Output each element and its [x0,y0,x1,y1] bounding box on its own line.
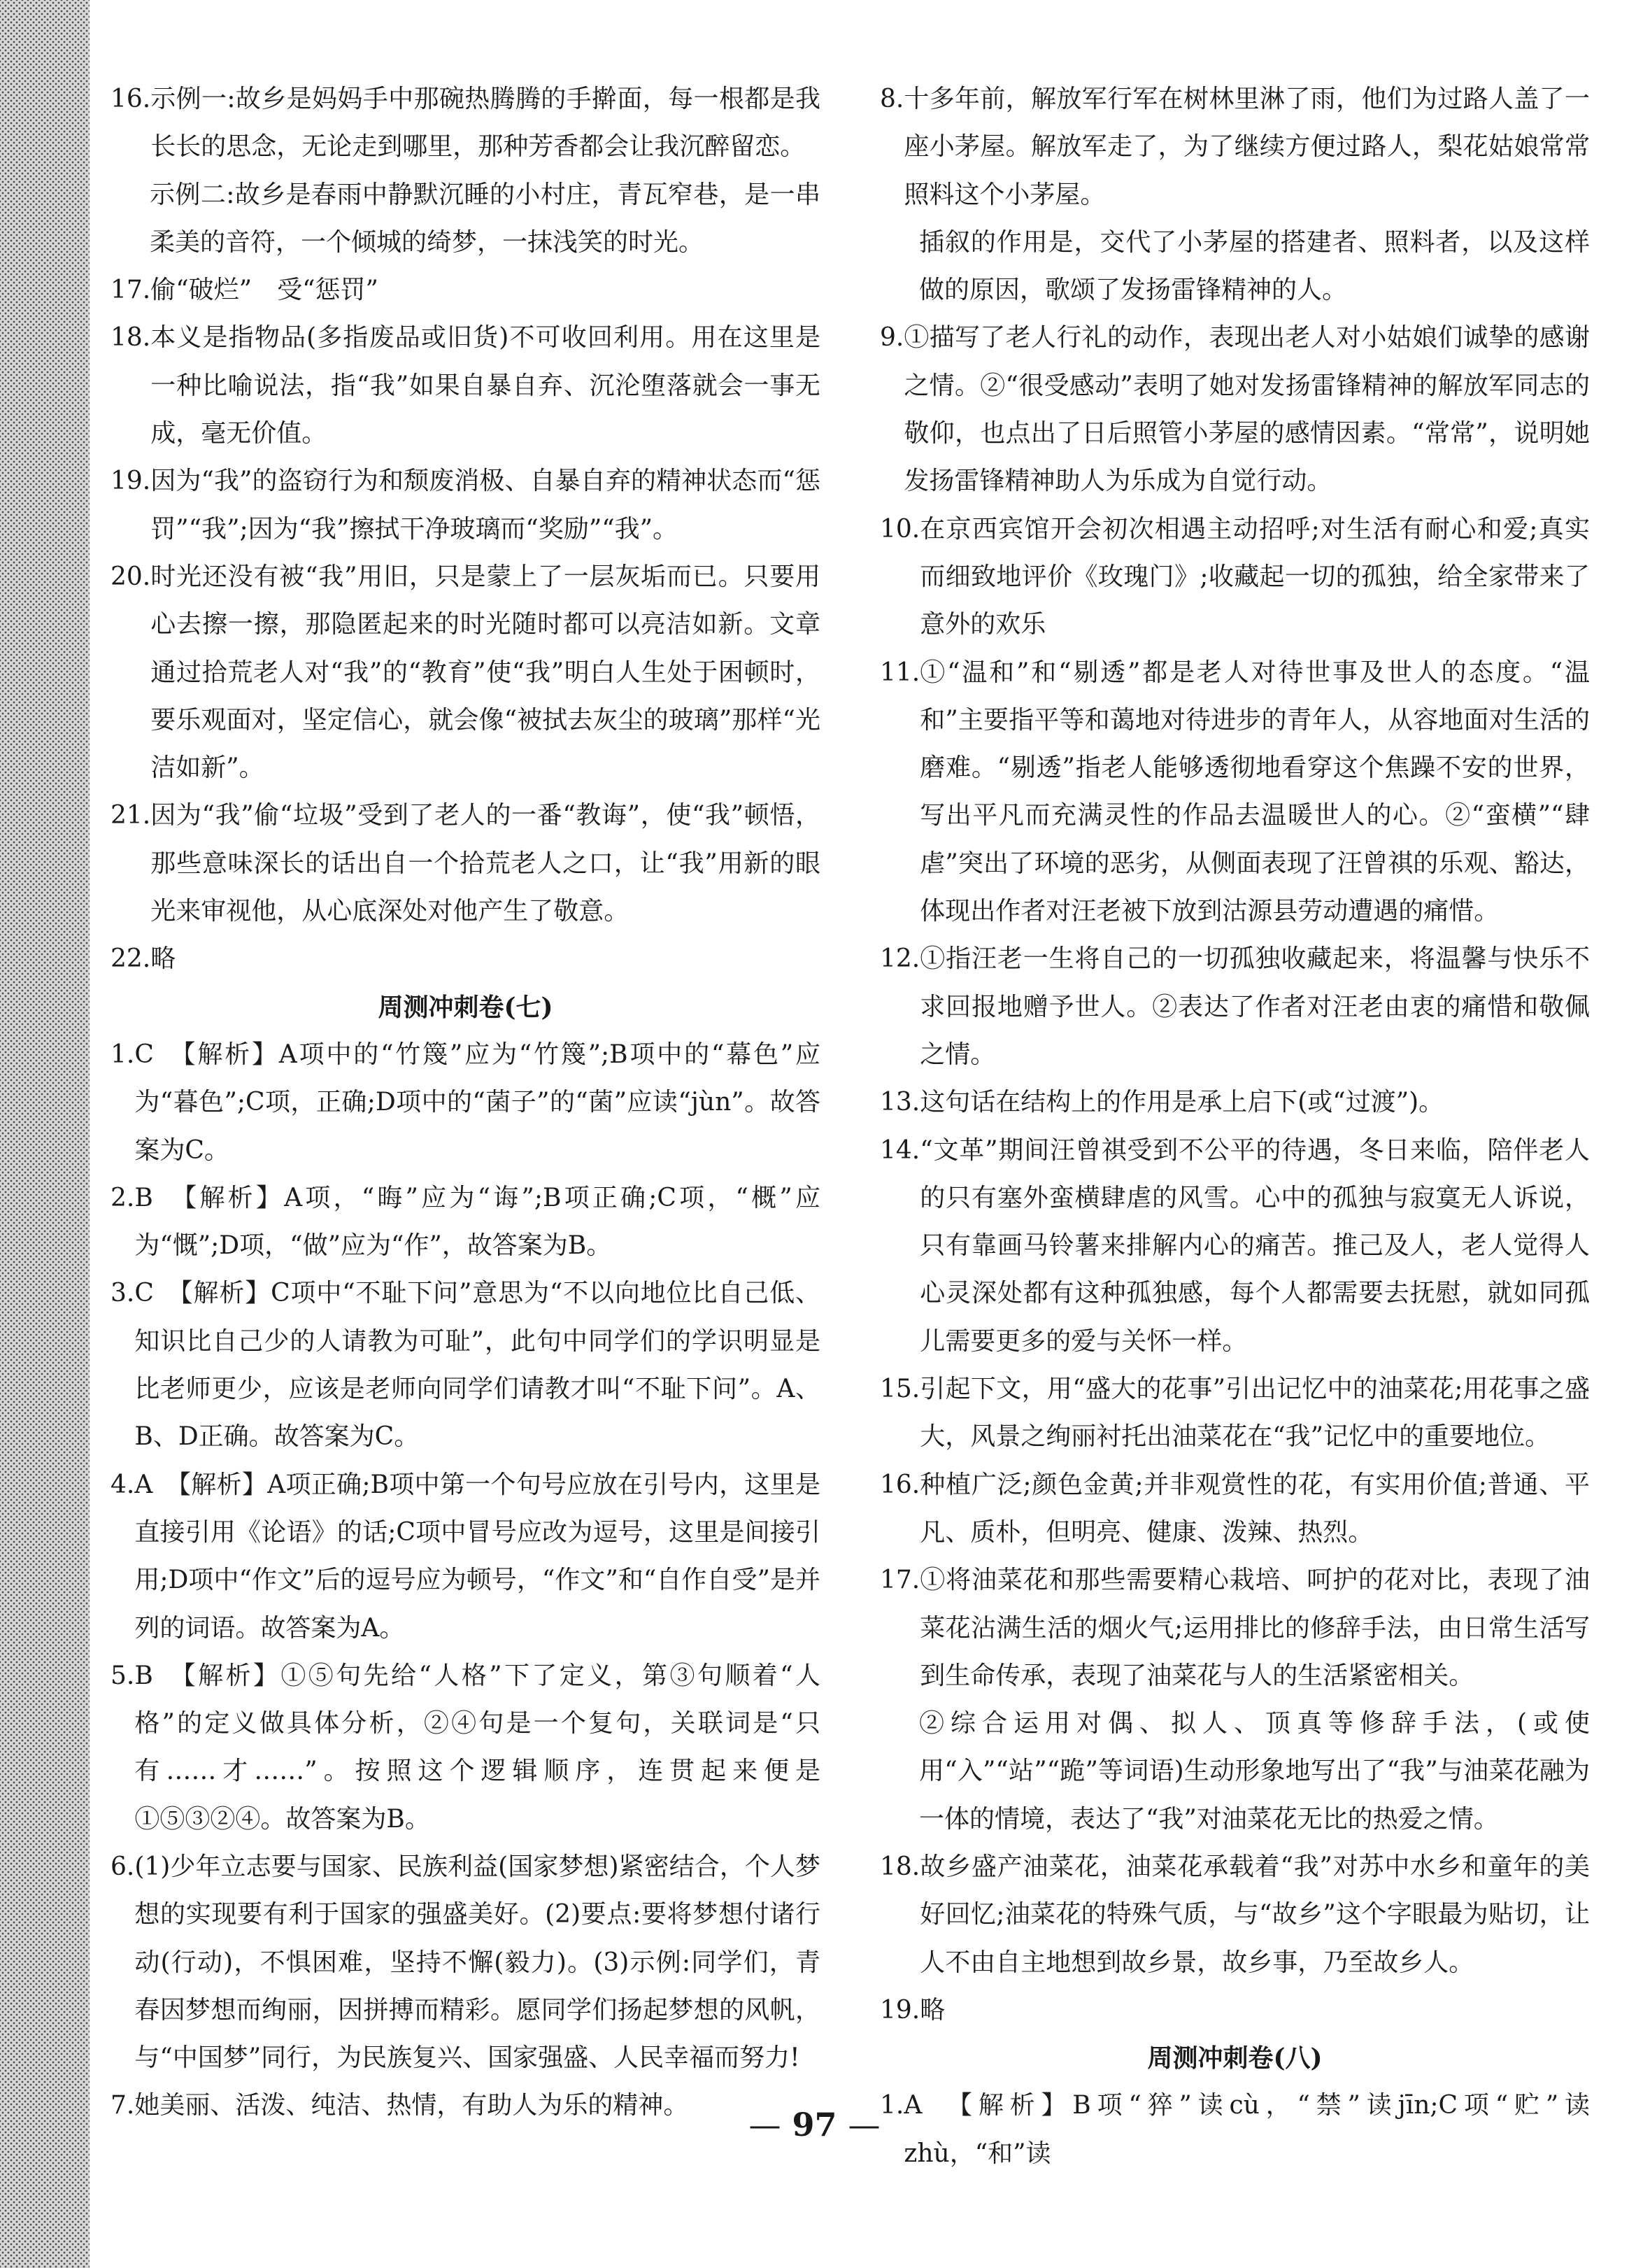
answer-item [880,649,1590,936]
page-footer [0,2106,1629,2143]
answer-number: 18. [880,1852,920,1881]
answer-text: 种植广泛;颜色金黄;并非观赏性的花，有实用价值;普通、平凡、质朴，但明亮、健康、泼辣、热烈。 [920,1470,1590,1547]
answer-text: 因为“我”偷“垃圾”受到了老人的一番“教诲”，使“我”顿悟，那些意味深长的话出自一个拾荒老人之口，让“我”用新的眼光来审视他，从心底深处对他产生了敬意。 [150,801,820,926]
footer-dash-left: — [748,2106,781,2143]
answer-text: 示例一:故乡是妈妈手中那碗热腾腾的手擀面，每一根都是我长长的思念，无论走到哪里，那种芳香都会让我沉醉留恋。 [150,85,820,162]
answer-number: 13. [880,1088,920,1117]
answer-number: 1. [880,2091,904,2120]
answer-item [111,1843,820,2082]
answer-text: ①指汪老一生将自己的一切孤独收藏起来，将温馨与快乐不求回报地赠予世人。②表达了作者对汪老由衷的痛惜和敬佩之情。 [920,944,1590,1069]
answer-number: 11. [880,658,920,687]
answer-number: 3. [111,1279,135,1308]
answer-number: 15. [880,1375,920,1404]
left-column [111,76,820,2130]
answer-number: 17. [111,276,151,305]
answer-number: 17. [880,1566,920,1595]
answer-item [111,1270,820,1461]
answer-item [111,1031,820,1175]
answer-item [111,935,820,983]
answer-item [880,1461,1590,1557]
answer-item [111,1175,820,1270]
answer-continuation: 示例二:故乡是春雨中静默沉睡的小村庄，青瓦窄巷，是一串柔美的音符，一个倾城的绮梦，一抹浅笑的时光。 [150,180,820,257]
right-column [880,76,1590,2178]
answer-item [111,314,820,458]
answer-item [880,1843,1590,1987]
answer-text: 这句话在结构上的作用是承上启下(或“过渡”)。 [920,1088,1444,1117]
answer-number: 19. [880,1995,920,2025]
page-number: 97 [792,2106,837,2143]
answer-item [880,1366,1590,1461]
answer-text: 略 [150,944,176,974]
answer-text: 故乡盛产油菜花，油菜花承载着“我”对苏中水乡和童年的美好回忆;油菜花的特殊气质，与“故乡”这个字眼最为贴切，让人不由自主地想到故乡景，故乡事，乃至故乡人。 [920,1852,1590,1977]
answer-text: ①“温和”和“剔透”都是老人对待世事及世人的态度。“温和”主要指平等和蔼地对待进步的青年人，从容地面对生活的磨难。“剔透”指老人能够透彻地看穿这个焦躁不安的世界，写出平凡而充满灵性的作品去温暖世人的心。②“蛮横”“肆虐”突出了环境的恶劣，从侧面表现了汪曾祺的乐观、豁达，体现出作者对汪老被下放到沽源县劳动遭遇的痛惜。 [920,658,1590,926]
answer-number: 14. [880,1135,920,1165]
section-heading: 周测冲刺卷(七) [378,992,553,1022]
answer-text: C 【解析】C项中“不耻下问”意思为“不以向地位比自己低、知识比自己少的人请教为可耻”，此句中同学们的学识明显是比老师更少，应该是老师向同学们请教才叫“不耻下问”。A、B、D正确。故答案为C。 [134,1279,820,1452]
answer-text: (1)少年立志要与国家、民族利益(国家梦想)紧密结合，个人梦想的实现要有利于国家的强盛美好。(2)要点:要将梦想付诸行动(行动)，不惧困难，坚持不懈(毅力)。(3)示例:同学们，青春因梦想而绚丽，因拼搏而精彩。愿同学们扬起梦想的风帆，与“中国梦”同行，为民族复兴、国家强盛、人民幸福而努力! [134,1852,820,2073]
answer-number: 16. [880,1470,920,1499]
answer-text: B 【解析】①⑤句先给“人格”下了定义，第③句顺着“人格”的定义做具体分析，②④句是一个复句，关联词是“只有……才……”。按照这个逻辑顺序，连贯起来便是①⑤③②④。故答案为B。 [134,1661,820,1834]
answer-number: 16. [111,85,151,113]
answer-item [880,506,1590,649]
answer-text: 她美丽、活泼、纯洁、热情，有助人为乐的精神。 [134,2091,689,2120]
answer-number: 10. [880,514,920,544]
answer-item [880,1987,1590,2034]
answer-text: 本义是指物品(多指废品或旧货)不可收回利用。用在这里是一种比喻说法，指“我”如果自暴自弃、沉沦堕落就会一事无成，毫无价值。 [150,323,820,448]
answer-number: 22. [111,944,151,974]
answer-text: A 【解析】A项正确;B项中第一个句号应放在引号内，这里是直接引用《论语》的话;C项中冒号应改为逗号，这里是间接引用;D项中“作文”后的逗号应为顿号，“作文”和“自作自受”是并列的词语。故答案为A。 [134,1470,820,1643]
answer-number: 9. [880,323,904,353]
answer-text: 十多年前，解放军行军在树林里淋了雨，他们为过路人盖了一座小茅屋。解放军走了，为了继续方便过路人，梨花姑娘常常照料这个小茅屋。 [904,85,1590,209]
answer-item [111,1461,820,1652]
answer-number: 8. [880,85,904,113]
answer-text: “文革”期间汪曾祺受到不公平的待遇，冬日来临，陪伴老人的只有塞外蛮横肆虐的风雪。心中的孤独与寂寞无人诉说，只有靠画马铃薯来排解内心的痛苦。推己及人，老人觉得人心灵深处都有这种孤独感，每个人都需要去抚慰，就如同孤儿需要更多的爱与关怀一样。 [920,1135,1590,1356]
answer-item [880,1079,1590,1126]
section-heading: 周测冲刺卷(八) [1147,2043,1323,2074]
answer-continuation: ②综合运用对偶、拟人、顶真等修辞手法，(或使用“入”“站”“跪”等词语)生动形象地写出了“我”与油菜花融为一体的情境，表达了“我”对油菜花无比的热爱之情。 [919,1709,1590,1834]
answer-text: C 【解析】A项中的“竹篾”应为“竹篾”;B项中的“幕色”应为“暮色”;C项，正确;D项中的“菌子”的“菌”应读“jùn”。故答案为C。 [134,1040,820,1165]
answer-text: ①将油菜花和那些需要精心栽培、呵护的花对比，表现了油菜花沾满生活的烟火气;运用排比的修辞手法，由日常生活写到生命传承，表现了油菜花与人的生活紧密相关。 [920,1566,1590,1690]
answer-number: 12. [880,944,920,974]
answer-item [880,314,1590,505]
answer-number: 4. [111,1470,135,1499]
answer-text: 时光还没有被“我”用旧，只是蒙上了一层灰垢而已。只要用心去擦一擦，那隐匿起来的时光随时都可以亮洁如新。文章通过拾荒老人对“我”的“教育”使“我”明白人生处于困顿时，要乐观面对，坚定信心，就会像“被拭去灰尘的玻璃”那样“光洁如新”。 [150,562,820,783]
answer-text: 因为“我”的盗窃行为和颓废消极、自暴自弃的精神状态而“惩罚”“我”;因为“我”擦拭干净玻璃而“奖励”“我”。 [150,467,820,544]
answer-item [111,267,820,314]
answer-text: 在京西宾馆开会初次相遇主动招呼;对生活有耐心和爱;真实而细致地评价《玫瑰门》;收藏起一切的孤独，给全家带来了意外的欢乐 [920,514,1590,639]
answer-text: B 【解析】A项，“晦”应为“诲”;B项正确;C项，“概”应为“慨”;D项，“做”应为“作”，故答案为B。 [134,1183,820,1261]
answer-item [880,1557,1590,1700]
answer-item [111,1652,820,1843]
answer-number: 1. [111,1040,135,1069]
answer-item [880,76,1590,219]
answer-text: 偷“破烂” 受“惩罚” [150,276,378,305]
answer-text: 略 [920,1995,946,2025]
footer-dash-right: — [848,2106,881,2143]
answer-number: 18. [111,323,151,353]
answer-item [111,792,820,935]
margin-pattern-strip [0,0,90,2268]
answer-number: 5. [111,1661,135,1690]
answer-item [111,458,820,553]
answer-text: A 【解析】B项“猝”读cù，“禁”读jīn;C项“贮”读zhù，“和”读 [904,2091,1590,2168]
answer-number: 7. [111,2091,135,2120]
answer-item [880,935,1590,1079]
answer-number: 19. [111,467,151,496]
answer-text: ①描写了老人行礼的动作，表现出老人对小姑娘们诚挚的感谢之情。②“很受感动”表明了她对发扬雷锋精神的解放军同志的敬仰，也点出了日后照管小茅屋的感情因素。“常常”，说明她发扬雷锋精神助人为乐成为自觉行动。 [904,323,1590,496]
answer-item [880,1127,1590,1366]
answer-number: 6. [111,1852,135,1881]
answer-number: 20. [111,562,151,591]
answer-text: 引起下文，用“盛大的花事”引出记忆中的油菜花;用花事之盛大，风景之绚丽衬托出油菜花在“我”记忆中的重要地位。 [920,1375,1590,1452]
answer-item [111,553,820,792]
answer-item [111,76,820,171]
answer-continuation: 插叙的作用是，交代了小茅屋的搭建者、照料者，以及这样做的原因，歌颂了发扬雷锋精神的人。 [919,227,1590,305]
answer-number: 21. [111,801,151,830]
answer-number: 2. [111,1183,135,1212]
